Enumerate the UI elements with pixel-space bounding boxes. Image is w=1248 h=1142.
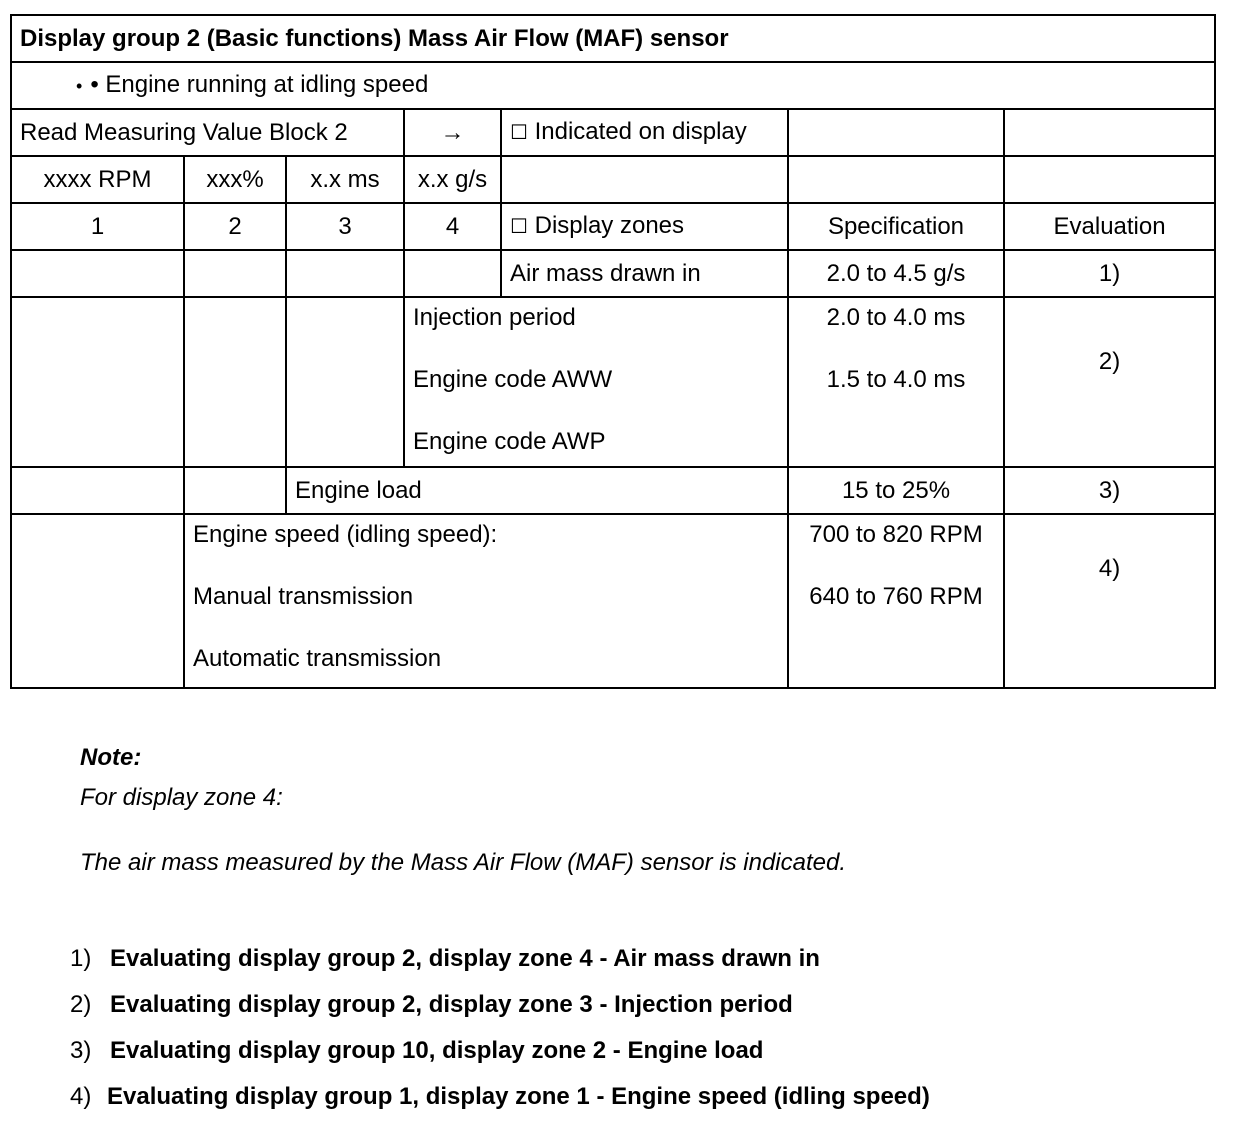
footnote-text: Evaluating display group 10, display zone 2 - Engine load — [110, 1037, 764, 1064]
footnote-text: Evaluating display group 2, display zone 4 - Air mass drawn in — [110, 945, 820, 972]
engine-load-eval: 3) — [1004, 467, 1215, 514]
injection-spec-cell — [788, 297, 1004, 467]
note-line-display-zone: For display zone 4: — [80, 784, 283, 811]
injection-spec-aww: 2.0 to 4.0 ms — [826, 304, 966, 331]
indicated-on-display-cell — [501, 109, 788, 156]
empty-cell — [184, 250, 286, 297]
unit-gs: x.x g/s — [404, 156, 501, 203]
empty-cell — [501, 156, 788, 203]
read-block-label: Read Measuring Value Block 2 — [11, 109, 404, 156]
unit-percent: xxx% — [184, 156, 286, 203]
air-mass-row — [11, 250, 1215, 297]
footnote-number: 2) — [70, 991, 92, 1018]
footnote-item — [70, 982, 930, 1028]
condition-row — [11, 62, 1215, 109]
footnote-item — [70, 1074, 930, 1120]
note-title: Note: — [80, 744, 142, 771]
footnote-text: Evaluating display group 1, display zone 1 - Engine speed (idling speed) — [107, 1083, 930, 1110]
measuring-value-table — [10, 14, 1216, 689]
checkbox-icon: ☐ — [510, 216, 528, 238]
engine-load-label: Engine load — [286, 467, 788, 514]
engine-code-aww-label: Engine code AWW — [413, 366, 613, 393]
engine-code-awp-label: Engine code AWP — [413, 428, 606, 455]
empty-cell — [11, 467, 184, 514]
footnote-item — [70, 1028, 930, 1074]
injection-label: Injection period — [413, 304, 576, 331]
manual-transmission-label: Manual transmission — [193, 583, 414, 610]
indicated-on-display-label: Indicated on display — [534, 118, 747, 145]
arrow-right-icon: → — [404, 109, 501, 156]
empty-cell — [184, 467, 286, 514]
footnote-number: 3) — [70, 1037, 92, 1064]
empty-cell — [11, 514, 184, 688]
note-section — [80, 738, 846, 908]
empty-cell — [286, 297, 404, 467]
condition-text: • Engine running at idling speed — [90, 71, 429, 98]
bullet-icon: • — [76, 76, 83, 96]
read-block-row — [11, 109, 1215, 156]
table-title: Display group 2 (Basic functions) Mass Air Flow (MAF) sensor — [11, 15, 1215, 62]
empty-cell — [286, 250, 404, 297]
footnote-text: Evaluating display group 2, display zone 3 - Injection period — [110, 991, 793, 1018]
checkbox-icon: ☐ — [510, 122, 528, 144]
footnotes-list — [70, 936, 930, 1120]
note-line-air-mass: The air mass measured by the Mass Air Flow (MAF) sensor is indicated. — [80, 849, 847, 876]
engine-speed-spec-manual: 700 to 820 RPM — [809, 521, 983, 548]
zone-number-4: 4 — [404, 203, 501, 250]
unit-rpm: xxxx RPM — [11, 156, 184, 203]
engine-load-row — [11, 467, 1215, 514]
footnote-item — [70, 936, 930, 982]
injection-spec-awp: 1.5 to 4.0 ms — [826, 366, 966, 393]
units-row — [11, 156, 1215, 203]
condition-cell — [11, 62, 1215, 109]
engine-speed-row — [11, 514, 1215, 688]
zone-numbers-row — [11, 203, 1215, 250]
footnote-number: 4) — [70, 1083, 92, 1110]
zone-number-3: 3 — [286, 203, 404, 250]
zone-number-1: 1 — [11, 203, 184, 250]
empty-cell — [184, 297, 286, 467]
engine-speed-label: Engine speed (idling speed): — [193, 521, 498, 548]
empty-cell — [11, 250, 184, 297]
unit-ms: x.x ms — [286, 156, 404, 203]
empty-cell — [788, 156, 1004, 203]
evaluation-header: Evaluation — [1004, 203, 1215, 250]
specification-header: Specification — [788, 203, 1004, 250]
empty-cell — [404, 250, 501, 297]
engine-speed-label-cell — [184, 514, 788, 688]
empty-cell — [11, 297, 184, 467]
table-title-row — [11, 15, 1215, 62]
zone-number-2: 2 — [184, 203, 286, 250]
empty-cell — [1004, 156, 1215, 203]
display-zones-label: Display zones — [534, 212, 685, 239]
air-mass-label: Air mass drawn in — [501, 250, 788, 297]
injection-label-cell — [404, 297, 788, 467]
empty-cell — [1004, 109, 1215, 156]
footnote-number: 1) — [70, 945, 92, 972]
empty-cell — [788, 109, 1004, 156]
engine-load-spec: 15 to 25% — [788, 467, 1004, 514]
engine-speed-eval: 4) — [1004, 514, 1215, 688]
air-mass-eval: 1) — [1004, 250, 1215, 297]
injection-eval: 2) — [1004, 297, 1215, 467]
display-zones-cell — [501, 203, 788, 250]
engine-speed-spec-automatic: 640 to 760 RPM — [809, 583, 983, 610]
automatic-transmission-label: Automatic transmission — [193, 645, 442, 672]
engine-speed-spec-cell — [788, 514, 1004, 688]
air-mass-spec: 2.0 to 4.5 g/s — [788, 250, 1004, 297]
injection-row — [11, 297, 1215, 467]
